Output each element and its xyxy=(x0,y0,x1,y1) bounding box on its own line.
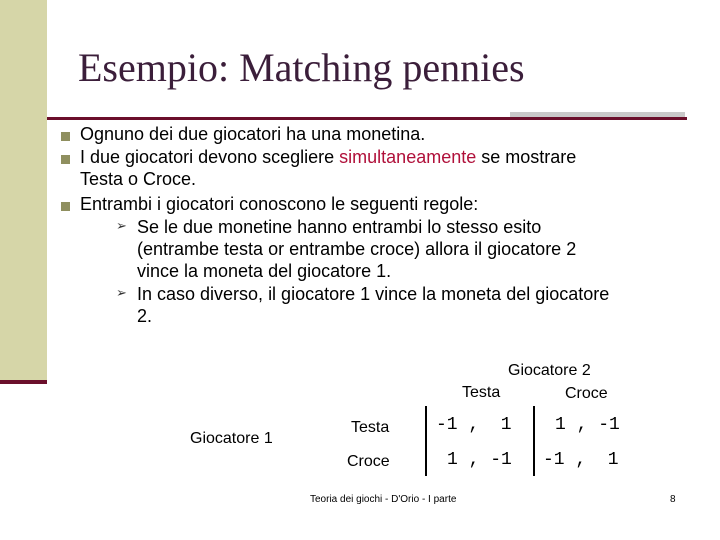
slide-title: Esempio: Matching pennies xyxy=(78,45,525,90)
page-number: 8 xyxy=(670,494,676,505)
bullet-square-icon xyxy=(61,132,70,141)
matrix-left-border xyxy=(425,406,427,476)
player-1-label: Giocatore 1 xyxy=(190,430,273,447)
payoff-cell: -1 , 1 xyxy=(436,415,512,435)
bullet-square-icon xyxy=(61,155,70,164)
column-header-testa: Testa xyxy=(462,384,501,401)
bullet-2 xyxy=(80,146,576,168)
payoff-cell: -1 , 1 xyxy=(543,450,619,470)
sub-bullet-1-line-3: vince la moneta del giocatore 1. xyxy=(137,261,392,281)
sidebar-accent xyxy=(0,380,47,384)
player-2-label: Giocatore 2 xyxy=(508,362,591,379)
column-header-croce: Croce xyxy=(565,385,608,402)
matrix-middle-border xyxy=(533,406,535,476)
highlight-text: simultaneamente xyxy=(339,147,477,167)
title-rule xyxy=(47,117,687,120)
bullet-2-text: I due giocatori devono scegliere xyxy=(80,147,340,167)
sub-bullet-1-line-2: (entrambe testa or entrambe croce) allora il giocatore 2 xyxy=(137,239,577,259)
slide-footer: Teoria dei giochi - D'Orio - I parte xyxy=(310,494,457,505)
sidebar-decoration xyxy=(0,0,47,384)
row-header-croce: Croce xyxy=(347,453,390,470)
arrow-bullet-icon: ➢ xyxy=(116,218,127,233)
row-header-testa: Testa xyxy=(351,419,390,436)
bullet-2-continuation: Testa o Croce. xyxy=(80,169,197,189)
arrow-bullet-icon: ➢ xyxy=(116,285,127,300)
payoff-cell: 1 , -1 xyxy=(555,415,620,435)
bullet-2-text-end: se mostrare xyxy=(476,147,577,167)
payoff-cell: 1 , -1 xyxy=(447,450,512,470)
bullet-square-icon xyxy=(61,202,70,211)
bullet-1: Ognuno dei due giocatori ha una monetina. xyxy=(80,124,426,144)
sub-bullet-1-line-1: Se le due monetine hanno entrambi lo stesso esito xyxy=(137,217,542,237)
bullet-3: Entrambi i giocatori conoscono le seguenti regole: xyxy=(80,194,479,214)
sub-bullet-2-line-2: 2. xyxy=(137,306,153,326)
sub-bullet-2-line-1: In caso diverso, il giocatore 1 vince la moneta del giocatore xyxy=(137,284,610,304)
